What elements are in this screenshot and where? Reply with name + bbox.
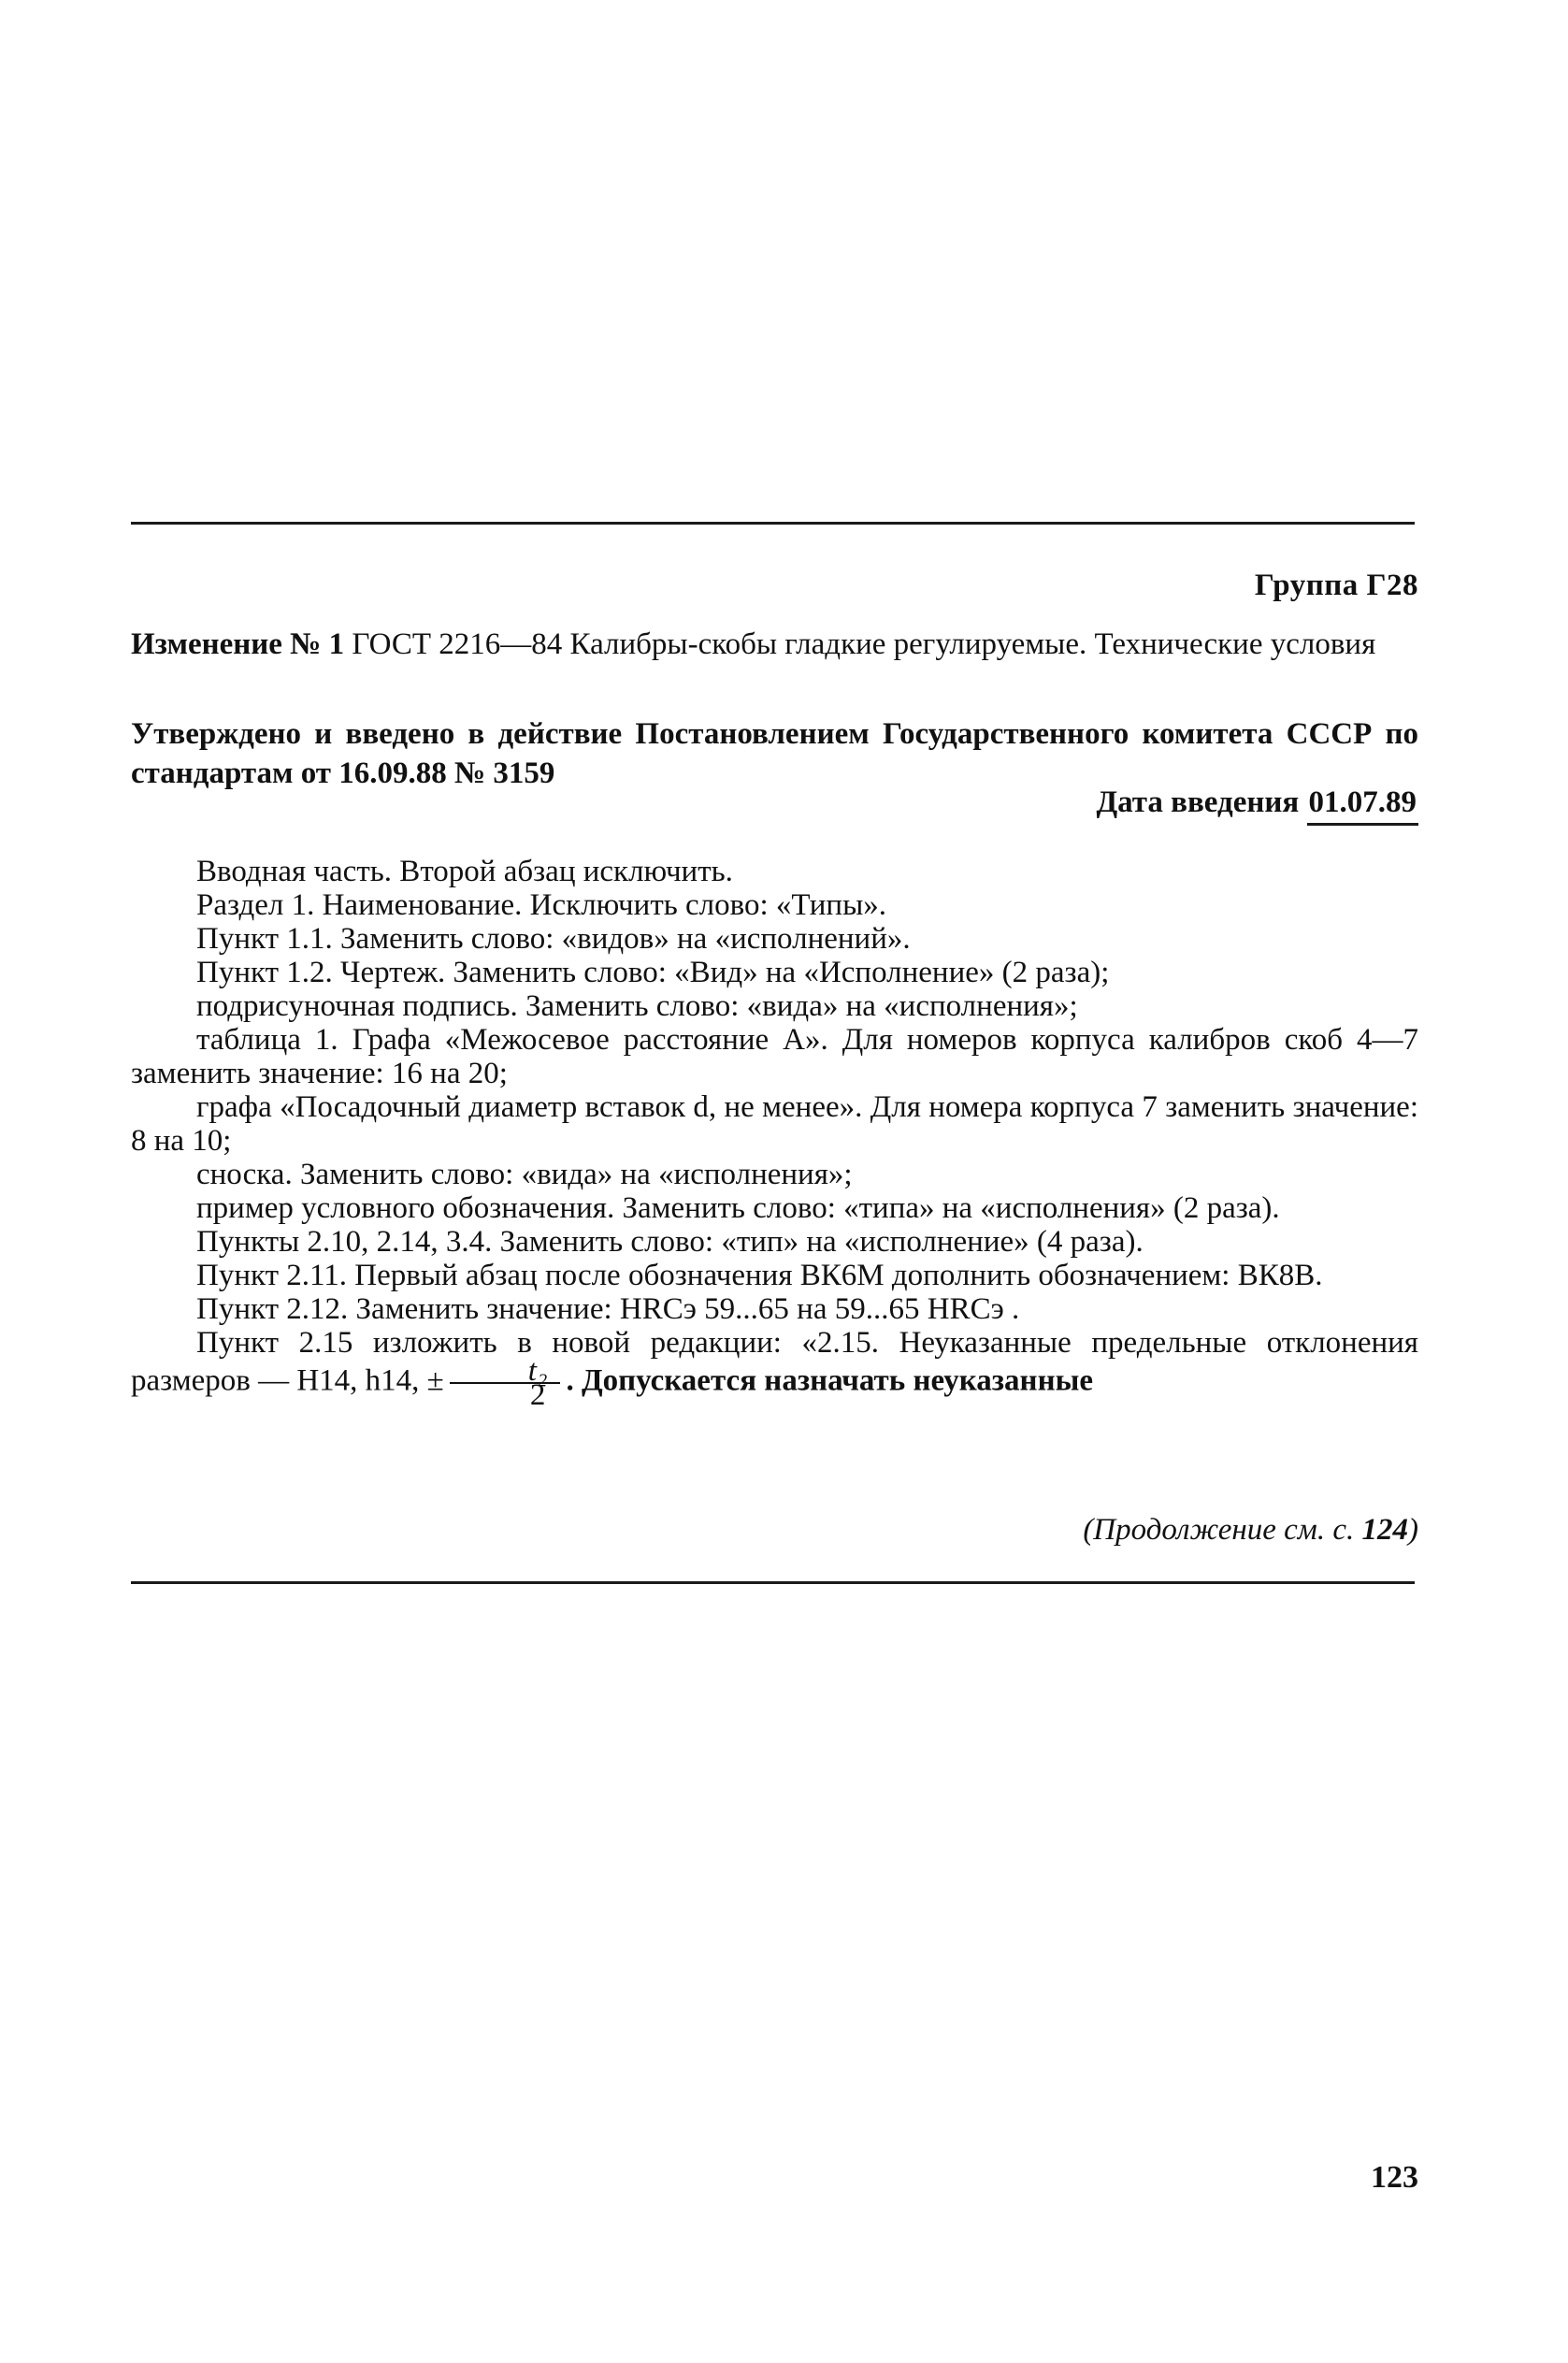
paragraph: Пункт 2.11. Первый абзац после обозначения ВК6М дополнить обозначением: ВК8В. [196, 1259, 1323, 1292]
continuation-page: 124 [1361, 1513, 1408, 1547]
introduction-date-label: Дата введения [1096, 785, 1300, 819]
paragraph: сноска. Заменить слово: «вида» на «исполнения»; [196, 1158, 853, 1191]
continuation-note [1083, 1513, 1418, 1548]
change-standard-title: ГОСТ 2216—84 Калибры-скобы гладкие регулируемые. Технические условия [352, 627, 1376, 661]
tolerance-fraction [450, 1354, 561, 1412]
paragraph: Пункты 2.10, 2.14, 3.4. Заменить слово: «тип» на «исполнение» (4 раза). [196, 1225, 1144, 1259]
paragraph-2-15-end: . Допускается назначать неуказанные [566, 1363, 1093, 1398]
change-body [131, 855, 1418, 1427]
paragraph: Пункт 1.2. Чертеж. Заменить слово: «Вид» на «Исполнение» (2 раза); [196, 956, 1110, 989]
paragraph-2-15 [131, 1326, 1418, 1412]
approval-text: Утверждено и введено в действие Постановлением Государственного комитета [131, 717, 1273, 751]
continuation-close: ) [1408, 1513, 1418, 1547]
fraction-numerator: t₂ [450, 1360, 561, 1384]
approval-decree: СССР по стандартам от 16.09.88 № 3159 [131, 717, 1419, 790]
paragraph: Пункт 2.12. Заменить значение: HRCэ 59...65 на 59...65 HRCэ . [196, 1292, 1020, 1326]
paragraph: подрисуночная подпись. Заменить слово: «вида» на «исполнения»; [196, 989, 1078, 1023]
paragraph: таблица 1. Графа «Межосевое расстояние A». Для номеров корпуса калибров скоб 4—7 заменить значение: 16 на 20; [131, 1023, 1418, 1090]
continuation-text: (Продолжение см. с. [1083, 1513, 1355, 1547]
paragraph-2-15-start: Пункт 2.15 изложить в новой редакции: «2.15. Неуказанные предельные отклонения размеров — H14, h14, ± [131, 1326, 1418, 1398]
change-number: Изменение № 1 [131, 627, 345, 661]
introduction-date [1096, 785, 1418, 820]
page-number: 123 [1371, 2160, 1418, 2195]
group-label: Группа Г28 [1254, 569, 1418, 602]
introduction-date-value: 01.07.89 [1307, 785, 1419, 826]
change-title [131, 625, 1418, 664]
fraction-denominator: 2 [529, 1378, 546, 1412]
paragraph: Вводная часть. Второй абзац исключить. [196, 855, 733, 888]
paragraph: Раздел 1. Наименование. Исключить слово: «Типы». [196, 888, 887, 922]
paragraph: Пункт 1.1. Заменить слово: «видов» на «исполнений». [196, 922, 911, 956]
paragraph: графа «Посадочный диаметр вставок d, не менее». Для номера корпуса 7 заменить значение: 8 на 10; [131, 1090, 1418, 1158]
paragraph: пример условного обозначения. Заменить слово: «типа» на «исполнения» (2 раза). [196, 1191, 1280, 1225]
top-divider [131, 522, 1415, 525]
approval-statement [131, 714, 1418, 793]
bottom-divider [131, 1581, 1415, 1584]
